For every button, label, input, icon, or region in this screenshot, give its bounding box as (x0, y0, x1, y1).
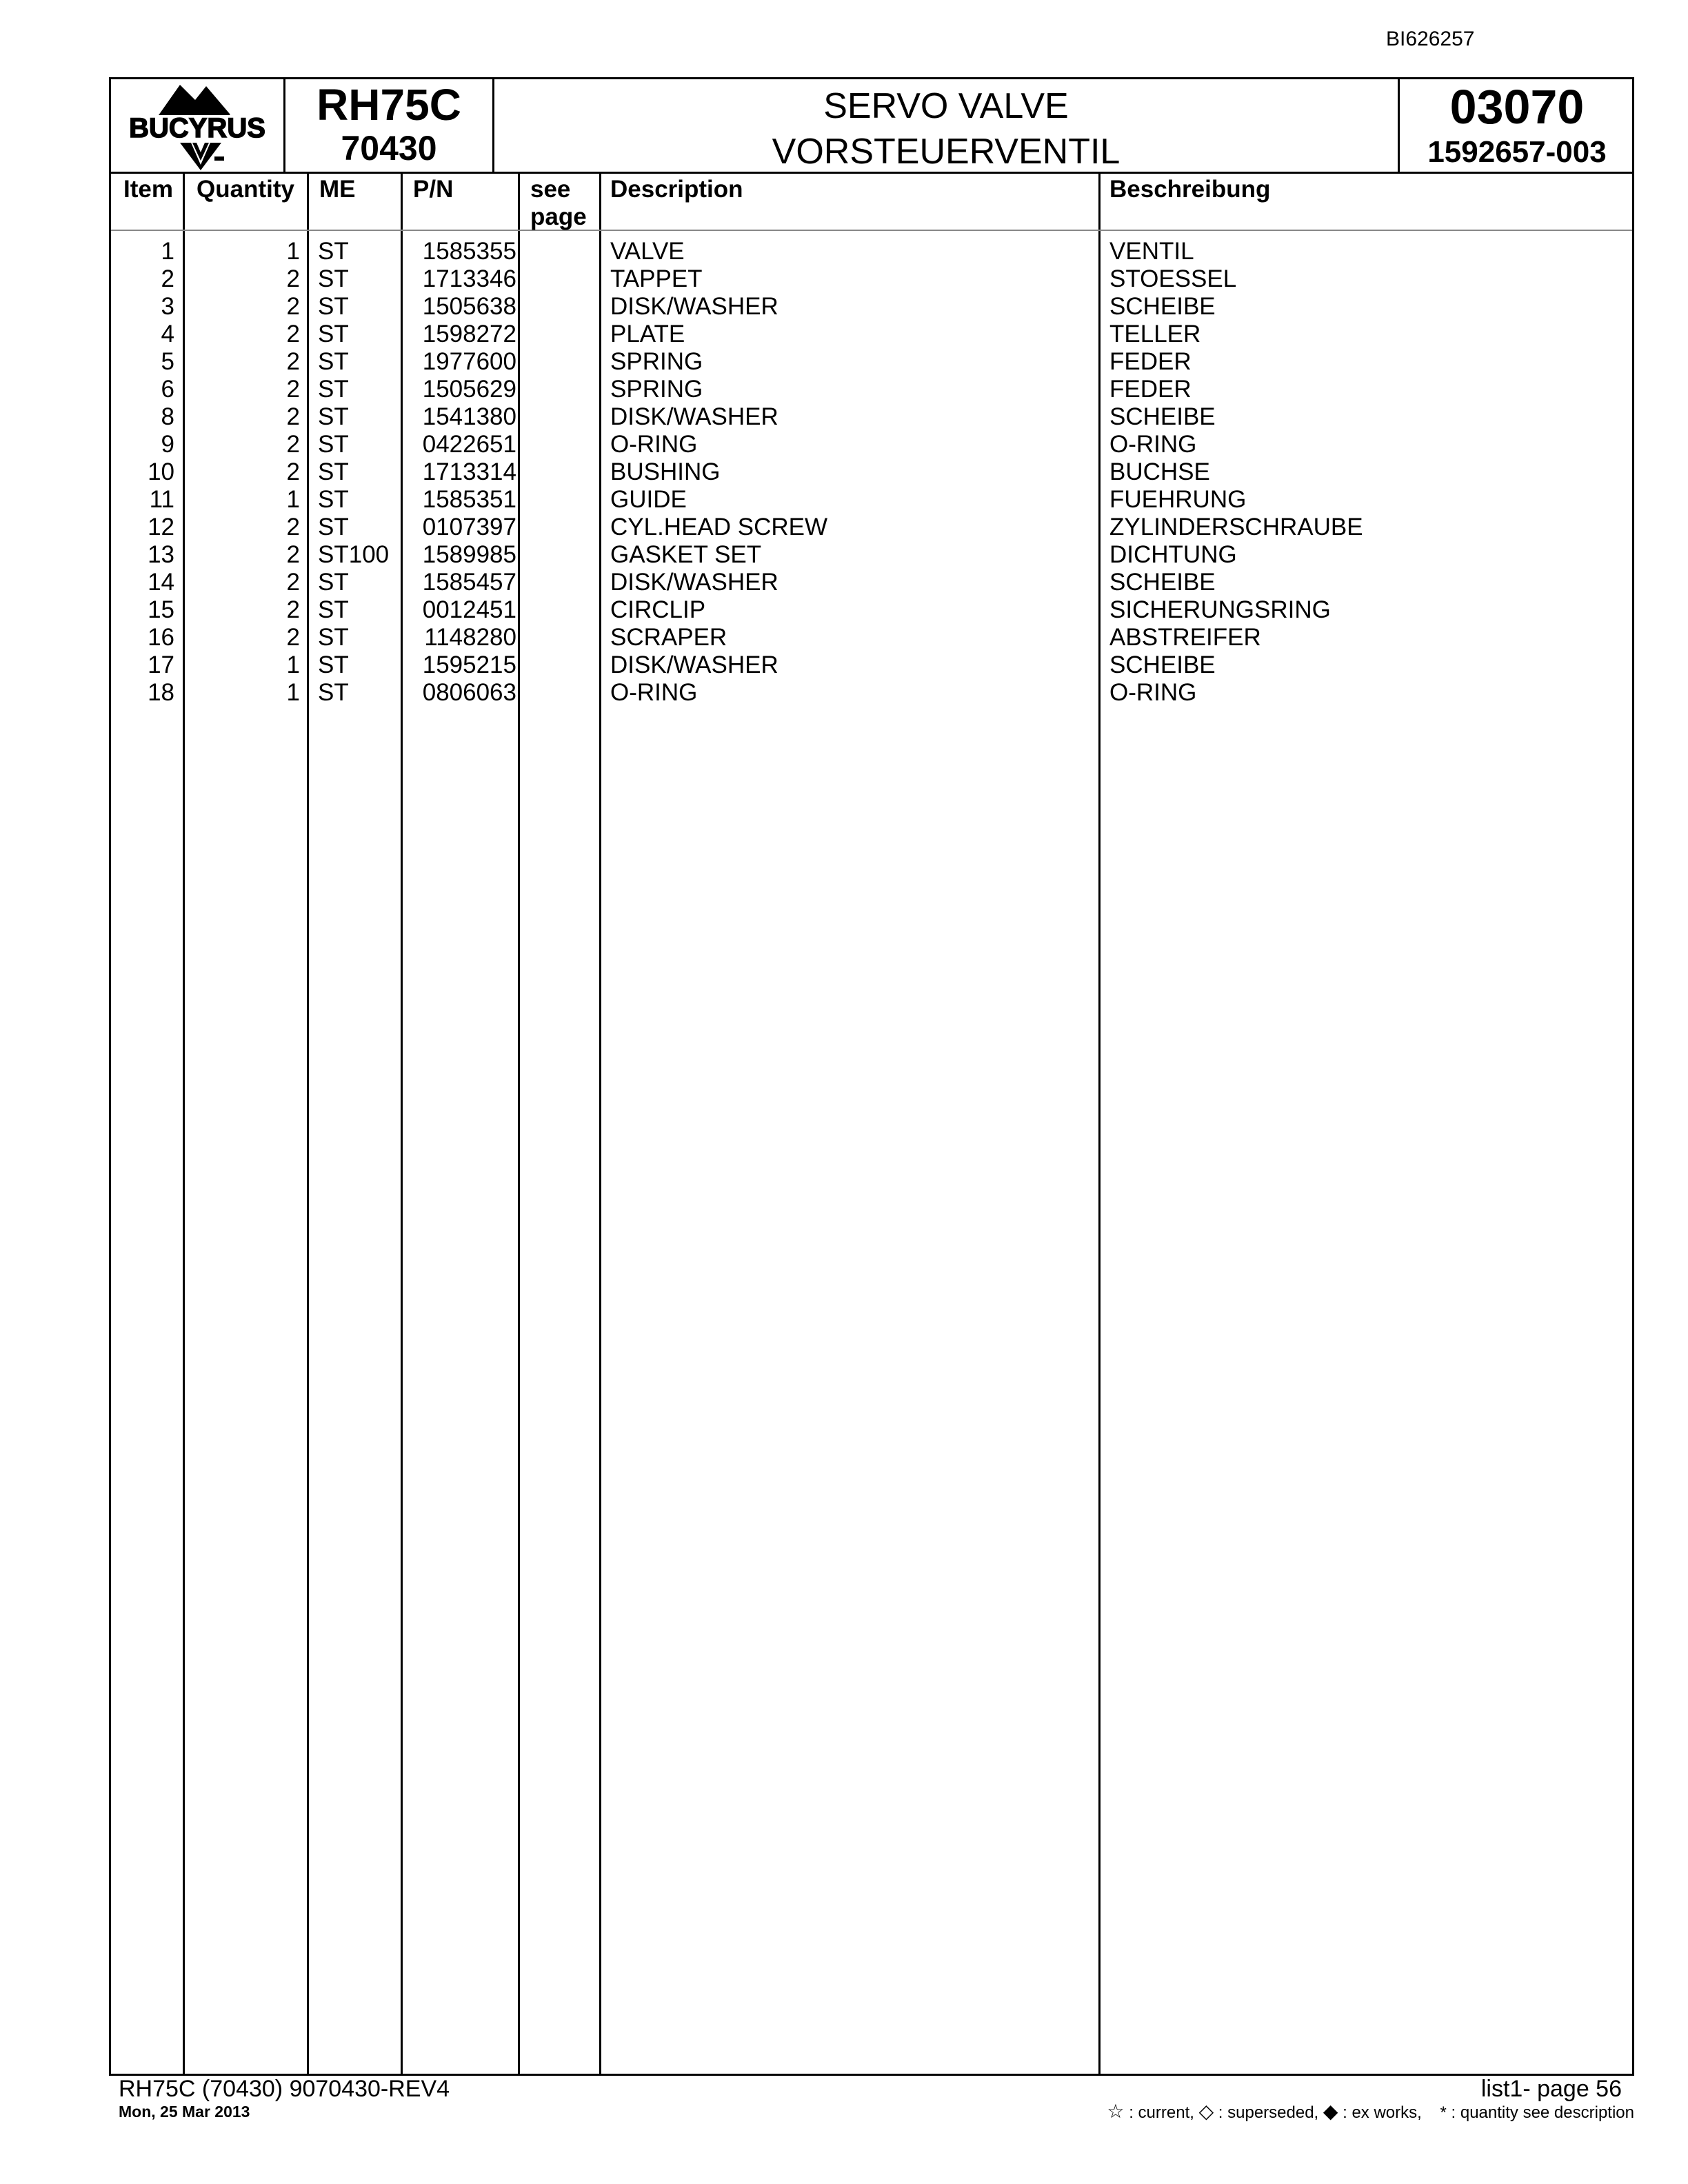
cell-item: 11 (149, 486, 174, 513)
footer-page-label: list1- page 56 (1480, 2076, 1622, 2102)
table-row (111, 541, 1632, 569)
cell-description: O-RING (610, 431, 698, 458)
cell-pn: 1541380 (422, 403, 516, 430)
cell-quantity: 2 (286, 541, 300, 568)
cell-beschreibung: SCHEIBE (1109, 569, 1216, 596)
cell-description: DISK/WASHER (610, 651, 778, 678)
parts-table (109, 172, 1634, 2076)
cell-quantity: 1 (286, 679, 300, 706)
cell-beschreibung: O-RING (1109, 679, 1197, 706)
header-me: ME (319, 176, 356, 203)
cell-pn: 0107397 (422, 514, 516, 540)
cell-quantity: 1 (286, 238, 300, 265)
model-name: RH75C (316, 80, 461, 130)
cell-beschreibung: BUCHSE (1109, 458, 1210, 485)
diamond-filled-icon: ◆ (1323, 2101, 1338, 2122)
cell-me: ST (318, 403, 349, 430)
table-row (111, 486, 1632, 514)
cell-description: VALVE (610, 238, 685, 265)
bucyrus-logo (111, 79, 283, 172)
cell-beschreibung: O-RING (1109, 431, 1197, 458)
svg-text:BUCYRUS: BUCYRUS (129, 113, 265, 143)
table-row (111, 321, 1632, 348)
cell-item: 18 (148, 679, 174, 706)
legend-current: : current, (1129, 2103, 1194, 2122)
cell-beschreibung: TELLER (1109, 321, 1201, 347)
cell-me: ST (318, 431, 349, 458)
cell-quantity: 2 (286, 569, 300, 596)
title-cell (494, 79, 1398, 172)
cell-description: O-RING (610, 679, 698, 706)
header-box (109, 77, 1634, 174)
cell-pn: 1977600 (422, 348, 516, 375)
cell-description: BUSHING (610, 458, 721, 485)
header-see-page (530, 176, 587, 231)
cell-description: GUIDE (610, 486, 687, 513)
cell-beschreibung: SCHEIBE (1109, 403, 1216, 430)
legend-ex-works: : ex works, (1343, 2103, 1422, 2122)
table-row (111, 679, 1632, 707)
cell-beschreibung: STOESSEL (1109, 265, 1237, 292)
footer-doc-ref: RH75C (70430) 9070430-REV4 (119, 2076, 450, 2102)
cell-pn: 1595215 (422, 651, 516, 678)
cell-beschreibung: FUEHRUNG (1109, 486, 1247, 513)
cell-beschreibung: FEDER (1109, 376, 1192, 403)
cell-quantity: 2 (286, 624, 300, 651)
table-row (111, 403, 1632, 431)
table-row (111, 458, 1632, 486)
cell-quantity: 2 (286, 265, 300, 292)
footer-date: Mon, 25 Mar 2013 (119, 2103, 250, 2121)
cell-beschreibung: ZYLINDERSCHRAUBE (1109, 514, 1363, 540)
cell-me: ST (318, 265, 349, 292)
cell-pn: 1585457 (422, 569, 516, 596)
title-english: SERVO VALVE (823, 86, 1069, 126)
cell-me: ST (318, 651, 349, 678)
cell-me: ST (318, 321, 349, 347)
cell-item: 12 (148, 514, 174, 540)
logo-cell (111, 79, 283, 172)
code-cell (1400, 79, 1634, 172)
cell-me: ST (318, 596, 349, 623)
cell-item: 16 (148, 624, 174, 651)
cell-beschreibung: SCHEIBE (1109, 293, 1216, 320)
cell-me: ST100 (318, 541, 390, 568)
cell-pn: 1505629 (422, 376, 516, 403)
cell-pn: 1713346 (422, 265, 516, 292)
header-quantity: Quantity (197, 176, 294, 203)
cell-beschreibung: ABSTREIFER (1109, 624, 1261, 651)
legend-quantity: * : quantity see description (1440, 2103, 1634, 2122)
cell-item: 4 (161, 321, 174, 347)
cell-description: CIRCLIP (610, 596, 706, 623)
table-row (111, 569, 1632, 596)
cell-description: DISK/WASHER (610, 293, 778, 320)
cell-me: ST (318, 624, 349, 651)
legend-superseded: : superseded, (1218, 2103, 1319, 2122)
cell-pn: 1505638 (422, 293, 516, 320)
legend (1107, 2101, 1634, 2123)
cell-quantity: 2 (286, 514, 300, 540)
cell-pn: 0806063 (422, 679, 516, 706)
header-page: page (530, 203, 587, 230)
cell-me: ST (318, 348, 349, 375)
cell-beschreibung: SICHERUNGSRING (1109, 596, 1331, 623)
cell-beschreibung: DICHTUNG (1109, 541, 1237, 568)
header-description: Description (610, 176, 743, 203)
cell-me: ST (318, 376, 349, 403)
cell-me: ST (318, 238, 349, 265)
cell-pn: 0422651 (422, 431, 516, 458)
assembly-part-number: 1592657-003 (1427, 135, 1607, 169)
cell-pn: 1585355 (422, 238, 516, 265)
table-row (111, 596, 1632, 624)
document-id: BI626257 (1386, 28, 1475, 50)
table-row (111, 348, 1632, 376)
cell-quantity: 1 (286, 651, 300, 678)
table-row (111, 293, 1632, 321)
cell-pn: 1589985 (422, 541, 516, 568)
cell-description: SPRING (610, 376, 703, 403)
cell-quantity: 2 (286, 403, 300, 430)
cell-description: DISK/WASHER (610, 569, 778, 596)
header-item: Item (123, 176, 173, 203)
cell-quantity: 2 (286, 293, 300, 320)
cell-item: 3 (161, 293, 174, 320)
cell-item: 13 (148, 541, 174, 568)
cell-item: 15 (148, 596, 174, 623)
cell-item: 6 (161, 376, 174, 403)
table-row (111, 376, 1632, 403)
cell-pn: 1585351 (422, 486, 516, 513)
header-pn: P/N (413, 176, 454, 203)
cell-pn: 1598272 (422, 321, 516, 347)
cell-pn: 0012451 (422, 596, 516, 623)
header-beschreibung: Beschreibung (1109, 176, 1271, 203)
model-number: 70430 (341, 129, 437, 168)
cell-quantity: 2 (286, 431, 300, 458)
cell-item: 9 (161, 431, 174, 458)
table-row (111, 431, 1632, 458)
title-german: VORSTEUERVENTIL (772, 132, 1121, 172)
cell-description: DISK/WASHER (610, 403, 778, 430)
cell-item: 17 (148, 651, 174, 678)
table-row (111, 265, 1632, 293)
cell-description: CYL.HEAD SCREW (610, 514, 828, 540)
cell-item: 1 (161, 238, 174, 265)
cell-description: SPRING (610, 348, 703, 375)
cell-me: ST (318, 679, 349, 706)
cell-me: ST (318, 514, 349, 540)
cell-description: PLATE (610, 321, 685, 347)
cell-beschreibung: VENTIL (1109, 238, 1194, 265)
table-row (111, 238, 1632, 265)
cell-quantity: 2 (286, 376, 300, 403)
cell-beschreibung: FEDER (1109, 348, 1192, 375)
cell-item: 14 (148, 569, 174, 596)
cell-me: ST (318, 486, 349, 513)
cell-description: SCRAPER (610, 624, 727, 651)
model-cell (285, 79, 492, 172)
cell-me: ST (318, 569, 349, 596)
header-see: see (530, 176, 571, 203)
cell-description: GASKET SET (610, 541, 762, 568)
cell-me: ST (318, 293, 349, 320)
cell-quantity: 1 (286, 486, 300, 513)
cell-beschreibung: SCHEIBE (1109, 651, 1216, 678)
cell-quantity: 2 (286, 458, 300, 485)
cell-me: ST (318, 458, 349, 485)
cell-pn: 1713314 (422, 458, 516, 485)
cell-quantity: 2 (286, 348, 300, 375)
table-row (111, 514, 1632, 541)
cell-item: 10 (148, 458, 174, 485)
cell-quantity: 2 (286, 321, 300, 347)
cell-item: 5 (161, 348, 174, 375)
cell-item: 8 (161, 403, 174, 430)
cell-pn: 1148280 (424, 624, 516, 651)
star-outline-icon: ☆ (1107, 2101, 1125, 2122)
group-code: 03070 (1449, 80, 1585, 134)
cell-quantity: 2 (286, 596, 300, 623)
table-row (111, 651, 1632, 679)
diamond-outline-icon: ◇ (1198, 2101, 1214, 2122)
table-row (111, 624, 1632, 651)
cell-item: 2 (161, 265, 174, 292)
cell-description: TAPPET (610, 265, 703, 292)
